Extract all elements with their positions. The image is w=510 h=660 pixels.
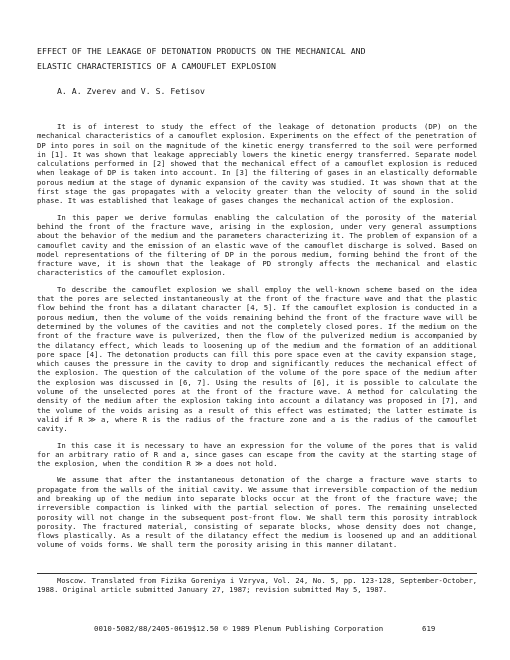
paragraph-4: In this case it is necessary to have an expression for the volume of the pores that is valid for an arbitrary ratio of R and a, since gases can escape from the cavity at the starting stage of the explosion, when the condition R ≫ a does not hold. xyxy=(37,440,477,469)
authors: A. A. Zverev and V. S. Fetisov xyxy=(57,86,205,96)
footnote: Moscow. Translated from Fizika Goreniya i Vzryva, Vol. 24, No. 5, pp. 123-128, September-October, 1988. Original article submitted January 27, 1987; revision submitted May 5, 1987. xyxy=(37,576,477,595)
paragraph-1: It is of interest to study the effect of the leakage of detonation products (DP) on the mechanical characteristics of a camouflet explosion. Experiments on the effect of the penetration of DP into pores in soil on the magnitude of the kinetic energy transferred to the soil were performed in [1]. It was shown that leakage appreciably lowers the kinetic energy transferred. Separate model calculations performed in [2] showed that the mechanical effect of a camouflet explosion is reduced when leakage of DP is taken into account. In [3] the filtering of gases in an elastically deformable porous medium at the stage of dynamic expansion of the cavity was studied. It was shown that at the first stage the gas propagates with a velocity greater than the velocity of sound in the solid phase. It was established that leakage of gases changes the mechanical action of the explosion. xyxy=(37,122,477,206)
article-title xyxy=(37,44,366,74)
page-number: 619 xyxy=(422,624,436,633)
issn-line: 0010-5082/88/2405-0619$12.50 © 1989 Plenum Publishing Corporation xyxy=(94,624,384,633)
paragraph-5: We assume that after the instantaneous detonation of the charge a fracture wave starts to propagate from the walls of the initial cavity. We assume that irreversible compaction of the medium and breaking up of the medium into separate blocks occur at the front of the fracture wave; the irreversible compaction is linked with the partial selection of pores. The remaining unselected porosity will not change in the subsequent post-front flow. We shall term this porosity intrablock porosity. The fractured material, consisting of separate blocks, whose density does not change, flows plastically. As a result of the dilatancy effect the medium is loosened up and an additional volume of voids forms. We shall term the porosity arising in this manner dilatant. xyxy=(37,475,477,550)
paragraph-3: To describe the camouflet explosion we shall employ the well-known scheme based on the idea that the pores are selected instantaneously at the front of the fracture wave and that the plastic flow behind the front has a dilatant character [4, 5]. If the camouflet explosion is conducted in a porous medium, then the volume of the voids remaining behind the front of the fracture wave will be determined by the volumes of the cavities and not the completely closed pores. If the medium on the front of the fracture wave is pulverized, then the flow of the pulverized medium is accompanied by the dilatancy effect, which leads to loosening up of the medium and the formation of an additional pore space [4]. The detonation products can fill this pore space even at the cavity expansion stage, which causes the pressure in the cavity to drop and significantly reduces the mechanical effect of the explosion. The question of the calculation of the volume of the pore space of the medium after the explosion was discussed in [6, 7]. Using the results of [6], it is possible to calculate the volume of the unselected pores at the front of the fracture wave. A method for calculating the density of the medium after the explosion taking into account a dilatancy was proposed in [7], and the volume of the voids arising as a result of this effect was estimated; the latter estimate is valid if R ≫ a, where R is the radius of the fracture zone and a is the radius of the camouflet cavity. xyxy=(37,284,477,434)
article-body xyxy=(37,122,477,557)
paragraph-2: In this paper we derive formulas enabling the calculation of the porosity of the material behind the front of the fracture wave, arising in the explosion, under very general assumptions about the behavior of the medium and the parameters characterizing it. The problem of expansion of a camouflet cavity and the emission of an elastic wave of the camouflet discharge is solved. Based on model representations of the filtering of DP in the porous medium, forming behind the front of the fracture wave, it is shown that the leakage of PD strongly affects the mechanical and elastic characteristics of the camouflet explosion. xyxy=(37,212,477,278)
title-line-1: EFFECT OF THE LEAKAGE OF DETONATION PRODUCTS ON THE MECHANICAL AND xyxy=(37,46,366,56)
footnote-divider xyxy=(37,573,477,574)
title-line-2: ELASTIC CHARACTERISTICS OF A CAMOUFLET EXPLOSION xyxy=(37,61,277,71)
